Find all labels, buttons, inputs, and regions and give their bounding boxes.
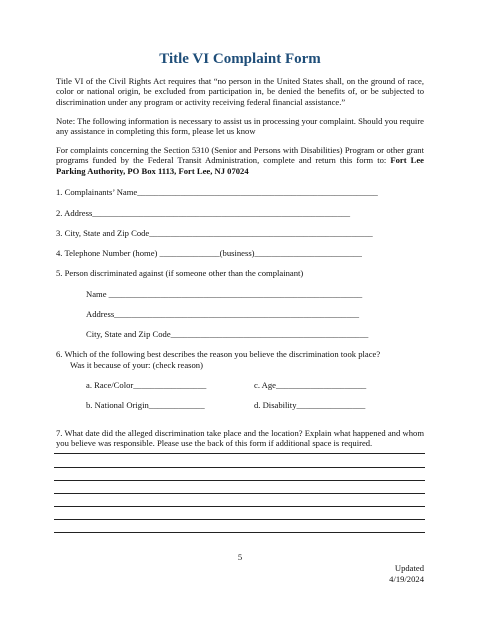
submission-paragraph [56, 145, 424, 176]
page-number: 5 [237, 552, 243, 562]
city-state-zip-field[interactable]: 3. City, State and Zip Code____________________________________________________ [56, 228, 373, 238]
address-field[interactable]: 2. Address____________________________________________________________ [56, 208, 351, 218]
person-address-field[interactable]: Address_________________________________________________________ [86, 309, 360, 319]
reason-question: 6. Which of the following best describes the reason you believe the discrimination took place? [56, 349, 381, 359]
reason-disability-field[interactable]: d. Disability________________ [254, 400, 366, 410]
answer-line[interactable] [54, 467, 425, 468]
answer-line[interactable] [54, 493, 425, 494]
person-name-field[interactable]: Name ___________________________________________________________ [86, 289, 363, 299]
note-paragraph: Note: The following information is necessary to assist us in processing your complaint. Should you require any assistance in completing this form, please let us know [56, 116, 424, 137]
answer-line[interactable] [54, 519, 425, 520]
telephone-field[interactable]: 4. Telephone Number (home) ______________(business)_________________________ [56, 248, 362, 258]
answer-line[interactable] [54, 480, 425, 481]
updated-label: Updated [394, 563, 424, 573]
submission-address: Fort Lee Parking Authority, PO Box 1113, Fort Lee, NJ 07024 [56, 155, 424, 176]
answer-line[interactable] [54, 532, 425, 533]
intro-paragraph: Title VI of the Civil Rights Act requires that “no person in the United States shall, on the ground of race, color or national origin, be excluded from participation in, be denied the benefits of, or be subjected to discrimination under any program or activity receiving federal financial assistance.” [56, 76, 424, 107]
page-title: Title VI Complaint Form [159, 51, 321, 67]
reason-age-field[interactable]: c. Age_____________________ [254, 380, 367, 390]
answer-line[interactable] [54, 506, 425, 507]
person-city-state-zip-field[interactable]: City, State and Zip Code______________________________________________ [86, 329, 369, 339]
reason-question-sub: Was it because of your: (check reason) [70, 360, 203, 370]
updated-date: 4/19/2024 [389, 574, 424, 584]
incident-question: 7. What date did the alleged discrimination take place and the location? Explain what happened and whom you believe was responsible. Please use the back of this form if additional space is required. [56, 428, 424, 449]
person-discriminated-label: 5. Person discriminated against (if someone other than the complainant) [56, 268, 304, 278]
submission-text: For complaints concerning the Section 5310 (Senior and Persons with Disabilities) Program or other grant programs funded by the Federal Transit Administration, complete and return this form to: [56, 145, 424, 166]
complainant-name-field[interactable]: 1. Complainants’ Name________________________________________________________ [56, 187, 378, 197]
answer-line[interactable] [54, 453, 425, 454]
reason-national-origin-field[interactable]: b. National Origin_____________ [86, 400, 205, 410]
reason-race-color-field[interactable]: a. Race/Color_________________ [86, 380, 207, 390]
